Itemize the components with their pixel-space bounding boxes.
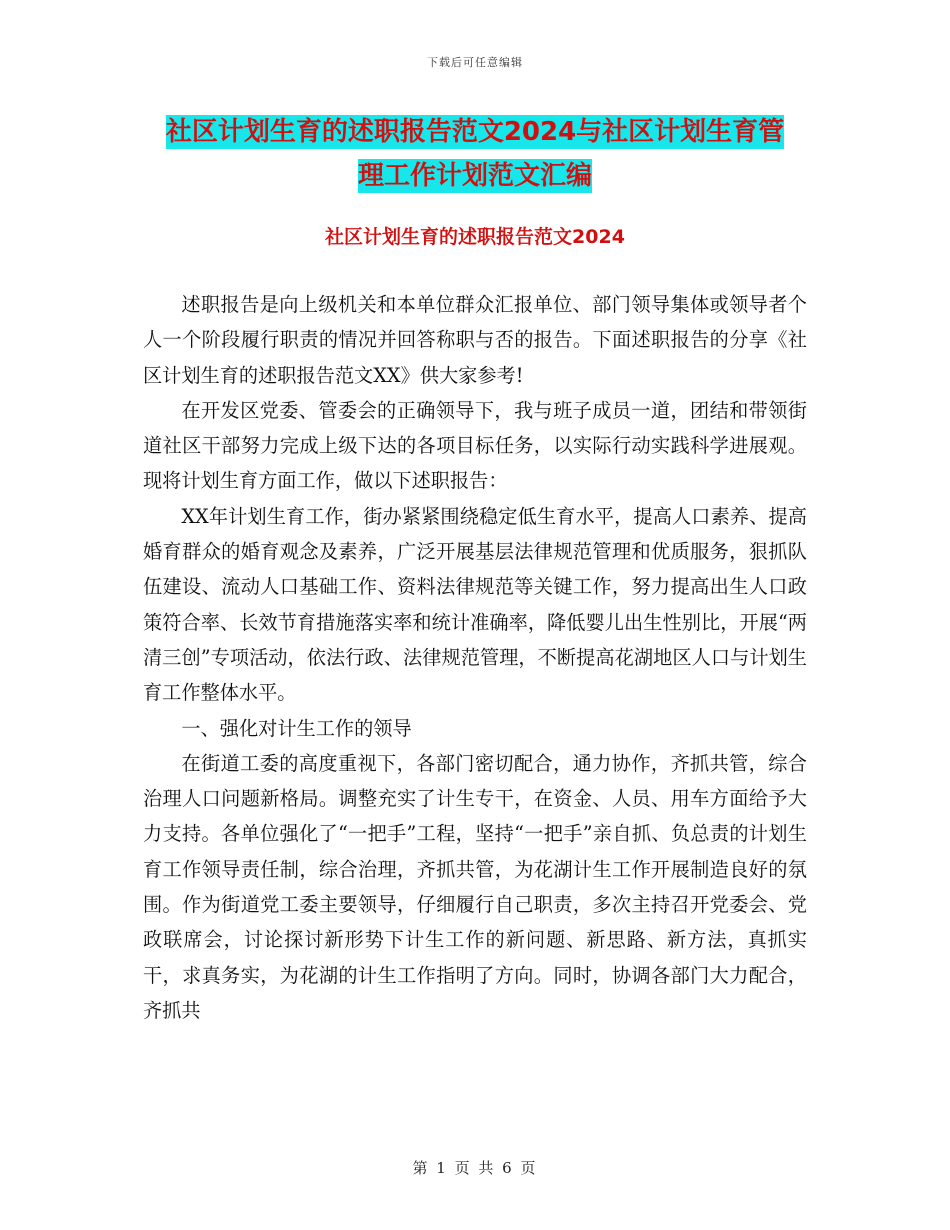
paragraph-leadership: 在开发区党委、管委会的正确领导下，我与班子成员一道，团结和带领街道社区干部努力完成上级下达的各项目标任务，以实际行动实践科学进展观。现将计划生育方面工作，做以下述职报告： xyxy=(143,398,807,493)
paragraph-intro: 述职报告是向上级机关和本单位群众汇报单位、部门领导集体或领导者个人一个阶段履行职责的情况并回答称职与否的报告。下面述职报告的分享《社区计划生育的述职报告范文XX》供大家参考! xyxy=(143,293,807,387)
paragraph-annual-work: XX年计划生育工作，街办紧紧围绕稳定低生育水平，提高人口素养、提高婚育群众的婚育观念及素养，广泛开展基层法律规范管理和优质服务，狠抓队伍建设、流动人口基础工作、资料法律规范等关键工作，努力提高出生人口政策符合率、长效节育措施落实率和统计准确率，降低婴儿出生性别比，开展“两清三创”专项活动，依法行政、法律规范管理，不断提高花湖地区人口与计划生育工作整体水平。 xyxy=(143,504,807,705)
section-title: 社区计划生育的述职报告范文2024 xyxy=(325,226,625,248)
title-highlight-1: 社区计划生育的述职报告范文2024与社区计划生育管 xyxy=(165,117,785,147)
document-body xyxy=(143,287,807,1028)
paragraph-coordination: 在街道工委的高度重视下，各部门密切配合，通力协作，齐抓共管，综合治理人口问题新格局。调整充实了计生专干，在资金、人员、用车方面给予大力支持。各单位强化了“一把手”工程，坚持“一把手”亲自抓、负总责的计划生育工作领导责任制，综合治理，齐抓共管，为花湖计生工作开展制造良好的氛围。作为街道党工委主要领导，仔细履行自己职责，多次主持召开党委会、党政联席会，讨论探讨新形势下计生工作的新问题、新思路、新方法，真抓实干，求真务实，为花湖的计生工作指明了方向。同时，协调各部门大力配合，齐抓共 xyxy=(143,751,807,1022)
page-header: 下载后可任意编辑 xyxy=(427,56,523,69)
page-footer: 第 1 页 共 6 页 xyxy=(412,1159,538,1177)
document-title-line-1 xyxy=(0,110,950,154)
heading-strengthen-leadership: 一、强化对计生工作的领导 xyxy=(181,716,412,740)
document-title xyxy=(0,110,950,198)
title-highlight-2: 理工作计划范文汇编 xyxy=(357,161,592,191)
document-title-line-2 xyxy=(0,154,950,198)
